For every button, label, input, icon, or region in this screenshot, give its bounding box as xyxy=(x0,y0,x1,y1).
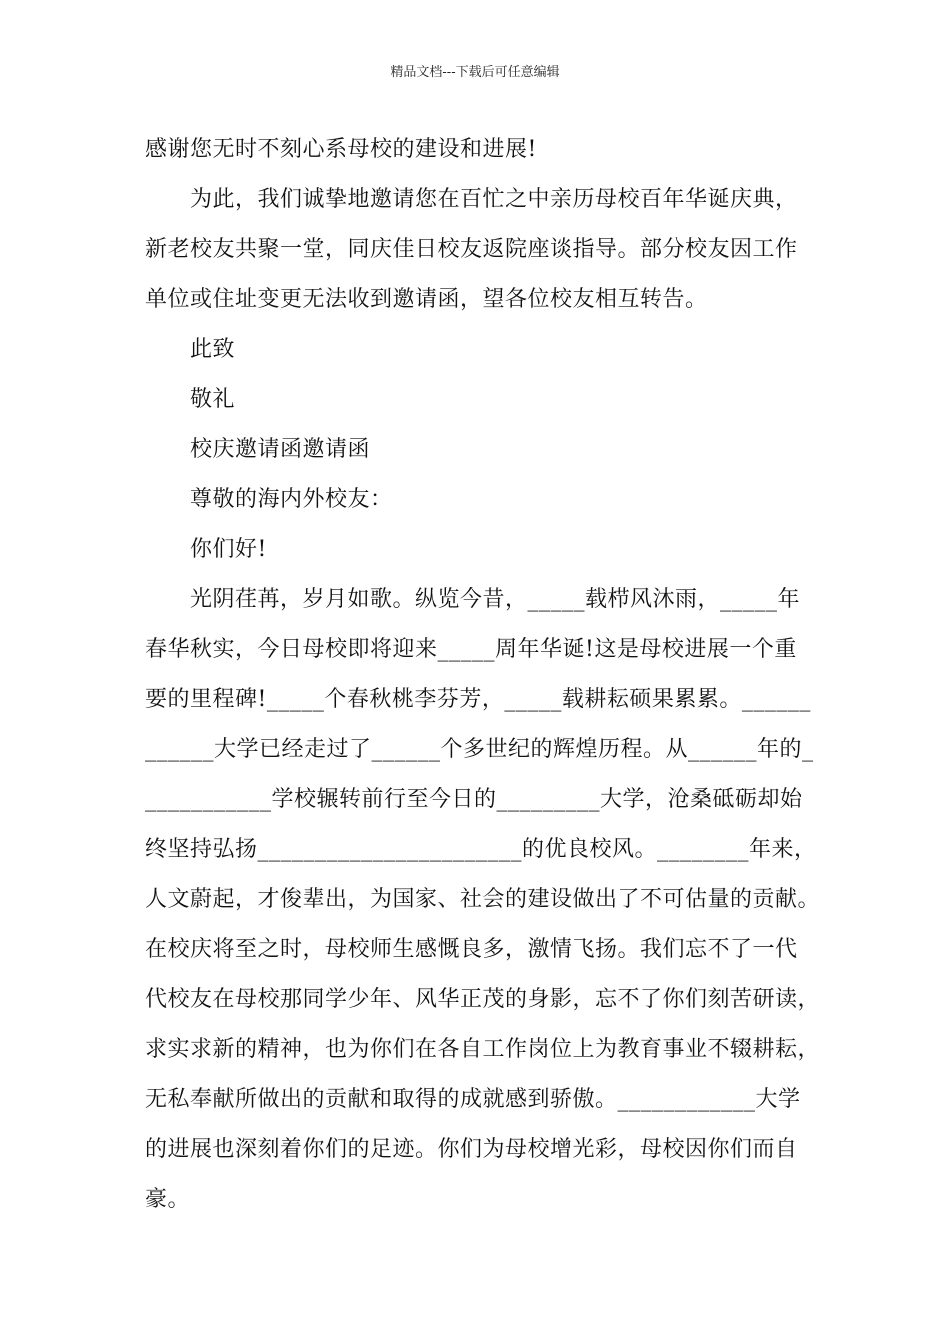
salutation: 尊敬的海内外校友： xyxy=(190,487,393,512)
body-line: 要的里程碑!_____个春秋桃李芬芳，_____载耕耘硕果累累。______ xyxy=(145,687,811,712)
body-line: 豪。 xyxy=(145,1187,191,1212)
body-line: 终坚持弘扬_______________________的优良校风。________年来， xyxy=(145,837,817,862)
body-line: 人文蔚起，才俊辈出，为国家、社会的建设做出了不可估量的贡献。 xyxy=(145,887,821,912)
body-line: 新老校友共聚一堂，同庆佳日校友返院座谈指导。部分校友因工作 xyxy=(145,237,798,262)
body-line: 春华秋实，今日母校即将迎来_____周年华诞!这是母校进展一个重 xyxy=(145,637,797,662)
section-title: 校庆邀请函邀请函 xyxy=(190,437,371,462)
body-line: ______大学已经走过了______个多世纪的辉煌历程。从______年的_ xyxy=(145,737,814,762)
greeting: 你们好! xyxy=(190,537,267,562)
body-line: 求实求新的精神，也为你们在各自工作岗位上为教育事业不辍耕耘， xyxy=(145,1037,821,1062)
body-line: 感谢您无时不刻心系母校的建设和进展! xyxy=(145,137,537,162)
body-line: 无私奉献所做出的贡献和取得的成就感到骄傲。____________大学 xyxy=(145,1087,801,1112)
body-line: 为此，我们诚挚地邀请您在百忙之中亲历母校百年华诞庆典， xyxy=(190,187,798,212)
page-header: 精品文档---下载后可任意编辑 xyxy=(390,65,560,80)
body-line: 光阴荏苒，岁月如歌。纵览今昔，_____载栉风沐雨，_____年 xyxy=(190,587,801,612)
body-line: 单位或住址变更无法收到邀请函，望各位校友相互转告。 xyxy=(145,287,708,312)
body-line: 代校友在母校那同学少年、风华正茂的身影，忘不了你们刻苦研读， xyxy=(145,987,821,1012)
body-line: 在校庆将至之时，母校师生感慨良多，激情飞扬。我们忘不了一代 xyxy=(145,937,798,962)
body-line: 的进展也深刻着你们的足迹。你们为母校增光彩，母校因你们而自 xyxy=(145,1137,798,1162)
closing-line: 此致 xyxy=(190,337,236,362)
body-line: ___________学校辗转前行至今日的_________大学，沧桑砥砺却始 xyxy=(145,787,803,812)
closing-line: 敬礼 xyxy=(190,387,236,412)
